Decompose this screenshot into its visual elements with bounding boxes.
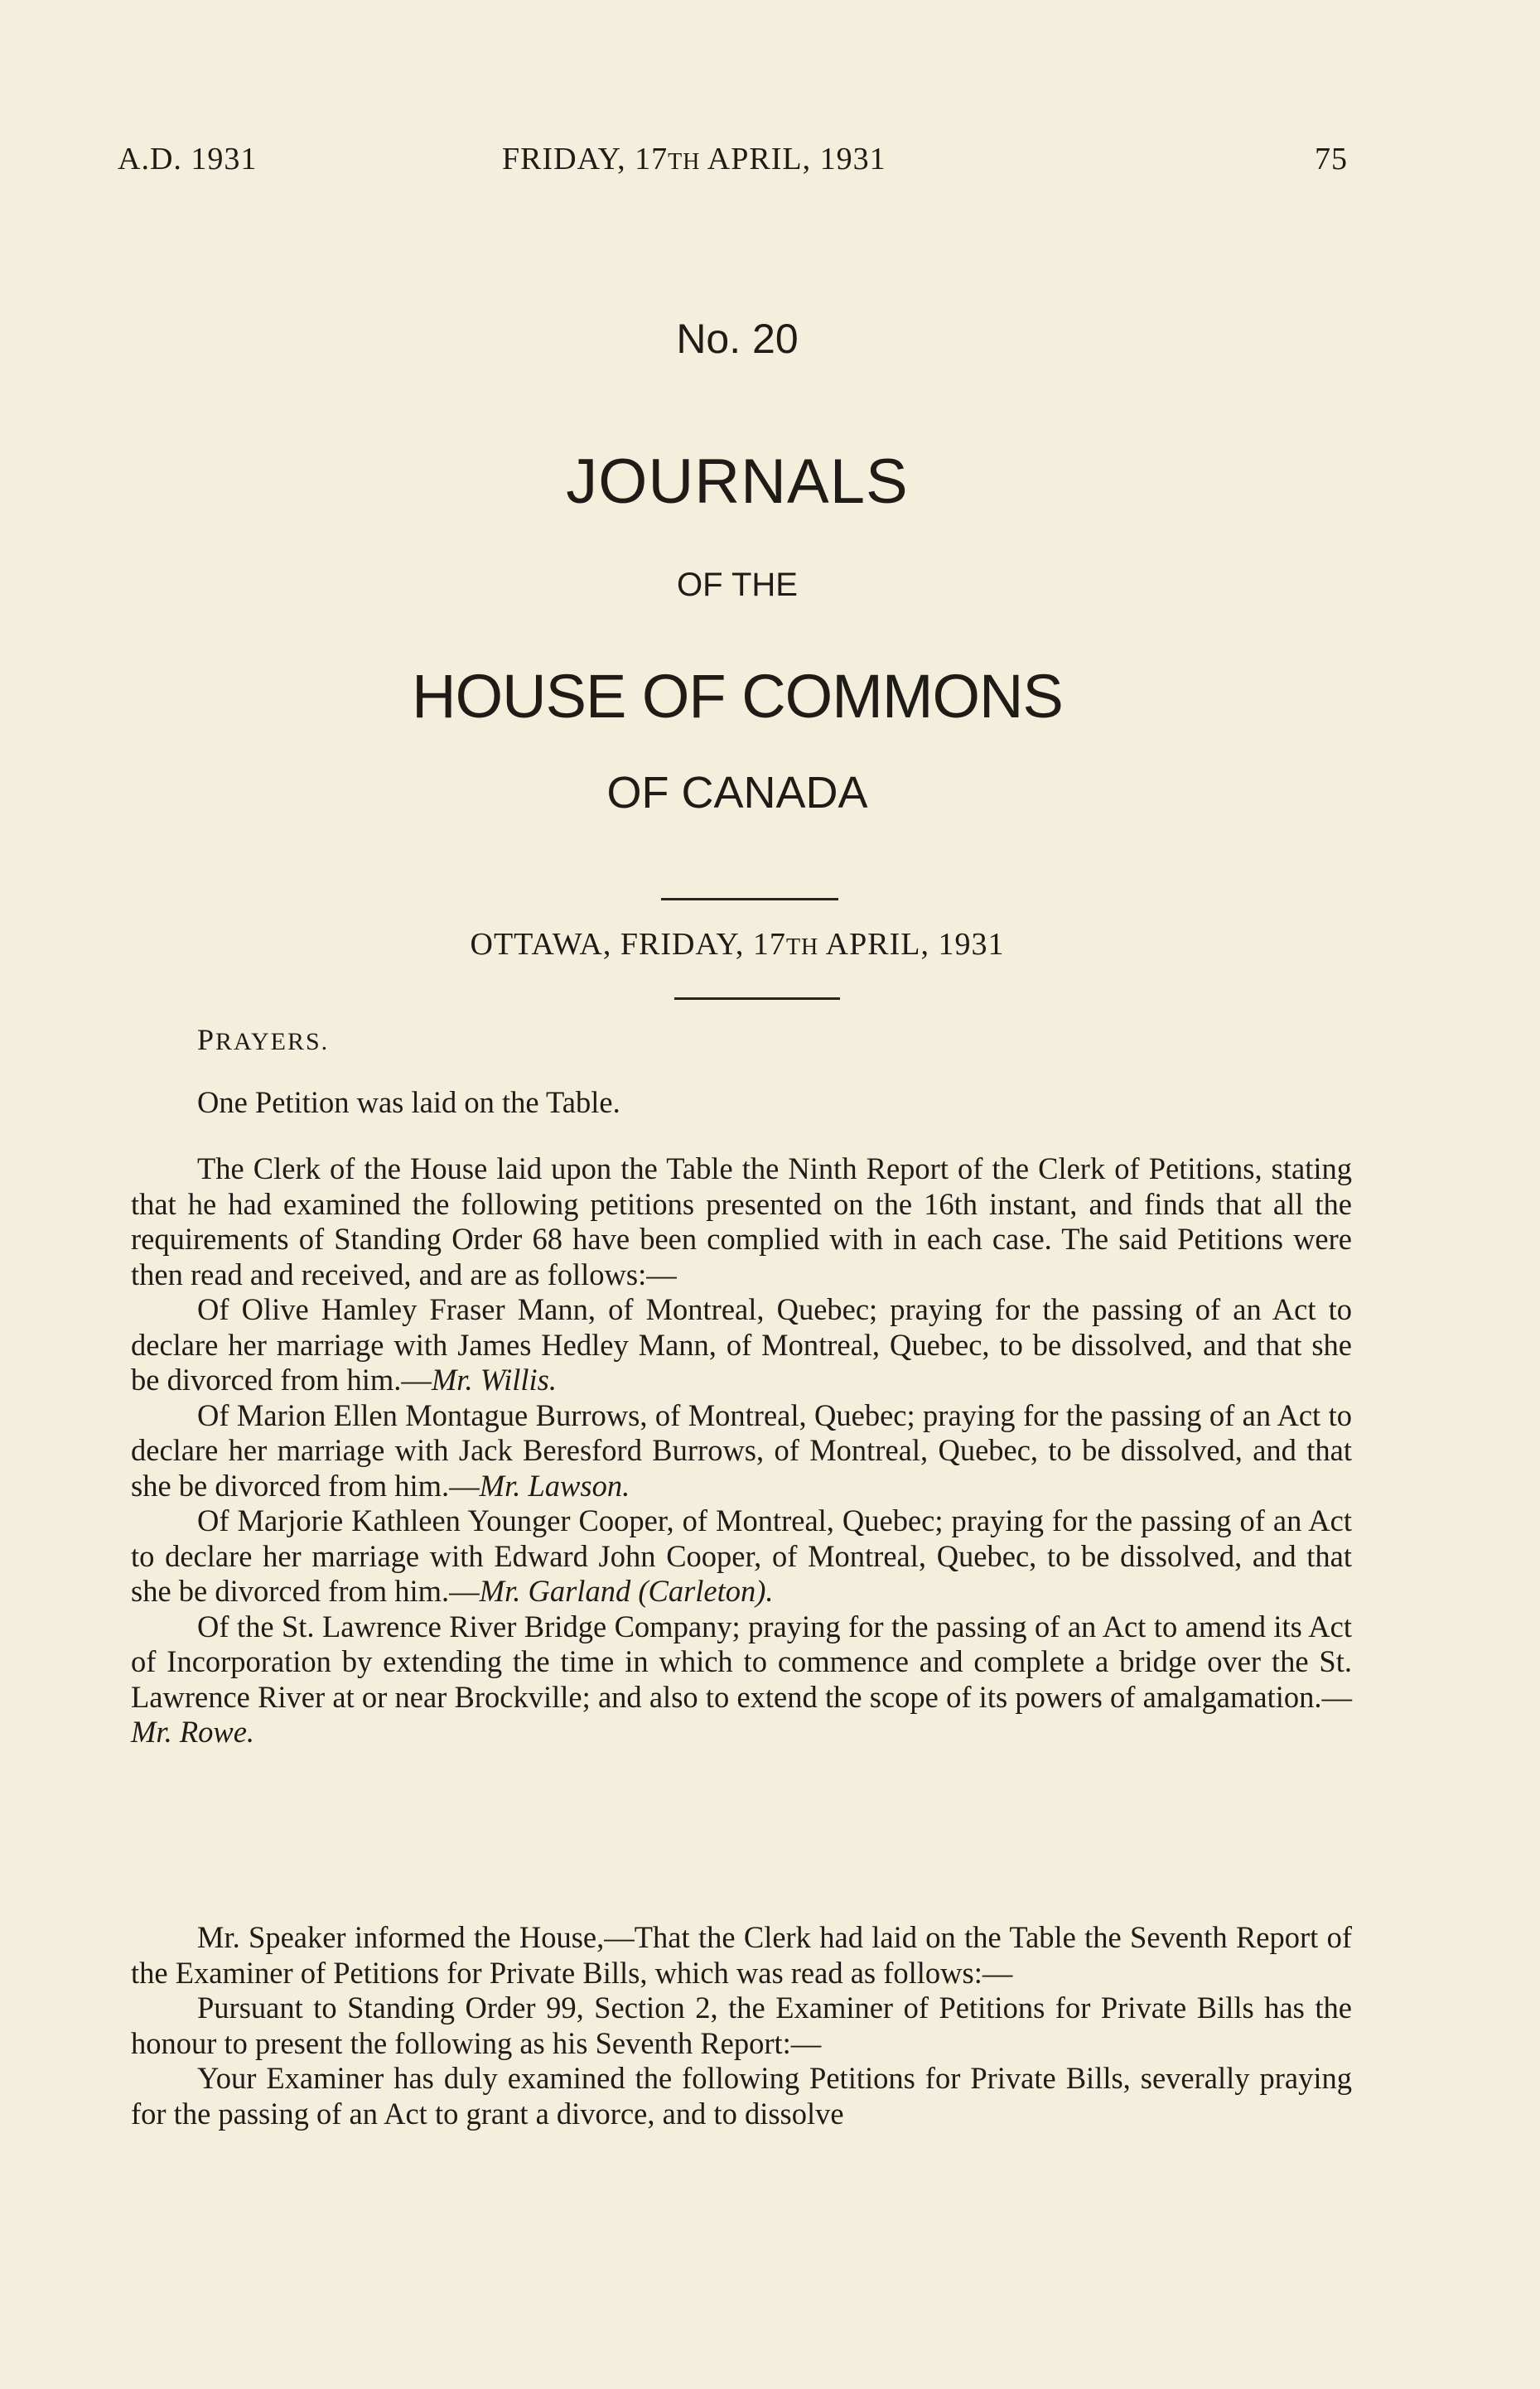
paragraph-speaker-informed: Mr. Speaker informed the House,—That the Clerk had laid on the Table the Seventh Report of the Examiner of Petitions for Private Bills, which was read as follows:— bbox=[131, 1920, 1352, 1990]
prayers-heading bbox=[197, 1022, 329, 1057]
prayers-initial: P bbox=[197, 1023, 216, 1056]
dateline bbox=[0, 926, 1475, 963]
masthead-house: HOUSE OF COMMONS bbox=[412, 662, 1063, 731]
paragraph-petition-burrows bbox=[131, 1398, 1352, 1504]
running-head bbox=[118, 141, 1348, 187]
paragraph-petition-bridge bbox=[131, 1610, 1352, 1750]
dateline-th: TH bbox=[785, 934, 819, 960]
petition-cooper-text: Of Marjorie Kathleen Younger Cooper, of Montreal, Quebec; praying for the passing of an Act to declare her marriage with Edward John Cooper, of Montreal, Quebec, to be dissolved, and that she be divorced from him.— bbox=[131, 1503, 1352, 1608]
petition-bridge-text: Of the St. Lawrence River Bridge Company; praying for the passing of an Act to amend its Act of Incorporation by extending the time in which to commence and complete a bridge over the St. Lawrence River at or near Brockville; and also to extend the scope of its powers of amalgamation.— bbox=[131, 1609, 1352, 1714]
paragraph-block-examiner bbox=[131, 1920, 1352, 2131]
paragraph-petition-laid: One Petition was laid on the Table. bbox=[197, 1085, 620, 1119]
divider-bottom bbox=[674, 997, 840, 1000]
petition-mann-text: Of Olive Hamley Fraser Mann, of Montreal, Quebec; praying for the passing of an Act to declare her marriage with James Hedley Mann, of Montreal, Quebec, to be dissolved, and that she be divorced from him.— bbox=[131, 1292, 1352, 1397]
dateline-pre: OTTAWA, FRIDAY, 17 bbox=[470, 927, 786, 962]
masthead-of-the: OF THE bbox=[677, 567, 798, 603]
paragraph-petition-mann bbox=[131, 1292, 1352, 1398]
paragraph-examiner-report: Your Examiner has duly examined the following Petitions for Private Bills, severally praying for the passing of an Act to grant a divorce, and to dissolve bbox=[131, 2061, 1352, 2131]
masthead-journals: JOURNALS bbox=[566, 446, 909, 517]
prayers-rest: RAYERS. bbox=[215, 1028, 330, 1055]
paragraph-standing-order: Pursuant to Standing Order 99, Section 2, the Examiner of Petitions for Private Bills has the honour to present the following as his Seventh Report:— bbox=[131, 1991, 1352, 2060]
header-date-th: TH bbox=[668, 149, 701, 175]
petition-burrows-member: Mr. Lawson. bbox=[479, 1468, 630, 1503]
header-date bbox=[502, 141, 886, 177]
petition-burrows-text: Of Marion Ellen Montague Burrows, of Montreal, Quebec; praying for the passing of an Act to declare her marriage with Jack Beresford Burrows, of Montreal, Quebec, to be dissolved, and that she be divorced from him.— bbox=[131, 1397, 1352, 1503]
header-date-post: APRIL, 1931 bbox=[700, 142, 886, 176]
petition-cooper-member: Mr. Garland (Carleton). bbox=[479, 1574, 774, 1608]
paragraph-block-clerk-report bbox=[131, 1151, 1352, 1750]
header-date-pre: FRIDAY, 17 bbox=[502, 142, 669, 176]
petition-mann-member: Mr. Willis. bbox=[431, 1363, 557, 1397]
dateline-post: APRIL, 1931 bbox=[818, 927, 1005, 962]
paragraph-block-petition bbox=[131, 1085, 1352, 1121]
paragraph-petition-cooper bbox=[131, 1503, 1352, 1610]
page-number: 75 bbox=[1315, 142, 1348, 176]
petition-bridge-member: Mr. Rowe. bbox=[131, 1715, 255, 1749]
divider-top bbox=[661, 898, 838, 900]
paragraph-clerk-report: The Clerk of the House laid upon the Table the Ninth Report of the Clerk of Petitions, stating that he had examined the following petitions presented on the 16th instant, and finds that all the requirements of Standing Order 68 have been complied with in each case. The said Petitions were then read and received, and are as follows:— bbox=[131, 1151, 1352, 1291]
header-year: A.D. 1931 bbox=[118, 142, 258, 176]
masthead-of-canada: OF CANADA bbox=[606, 768, 868, 818]
issue-number: No. 20 bbox=[676, 316, 799, 362]
